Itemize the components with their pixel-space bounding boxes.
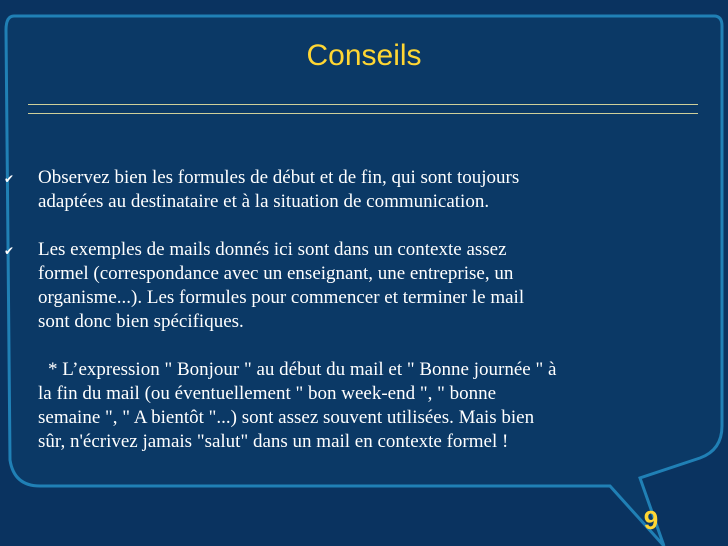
page-number: 9 <box>643 505 659 535</box>
check-icon: ✔ <box>4 172 15 186</box>
slide-title: Conseils <box>306 39 422 72</box>
bullet-item-formules <box>0 166 660 214</box>
title-divider-top <box>28 104 698 105</box>
expression-note <box>0 358 660 454</box>
bullet-line: adaptées au destinataire et à la situation de communication. <box>38 191 490 212</box>
bullet-line: Les exemples de mails donnés ici sont dans un contexte assez <box>38 239 507 260</box>
bullet-line: formel (correspondance avec un enseignant, une entreprise, un <box>38 263 514 284</box>
bullet-line: organisme...). Les formules pour commencer et terminer le mail <box>38 287 525 308</box>
note-line: la fin du mail (ou éventuellement " bon week-end ", " bonne <box>38 383 497 404</box>
note-line: sûr, n'écrivez jamais "salut" dans un mail en contexte formel ! <box>38 431 509 452</box>
slide-content <box>0 166 660 454</box>
bullet-item-exemples <box>0 238 660 334</box>
note-line: * L’expression " Bonjour " au début du mail et " Bonne journée " à <box>48 359 557 380</box>
check-icon: ✔ <box>4 244 15 258</box>
title-divider-bottom <box>28 113 698 114</box>
bullet-line: sont donc bien spécifiques. <box>38 311 244 332</box>
note-line: semaine ", " A bientôt "...) sont assez souvent utilisées. Mais bien <box>38 407 535 428</box>
bullet-line: Observez bien les formules de début et de fin, qui sont toujours <box>38 167 520 188</box>
